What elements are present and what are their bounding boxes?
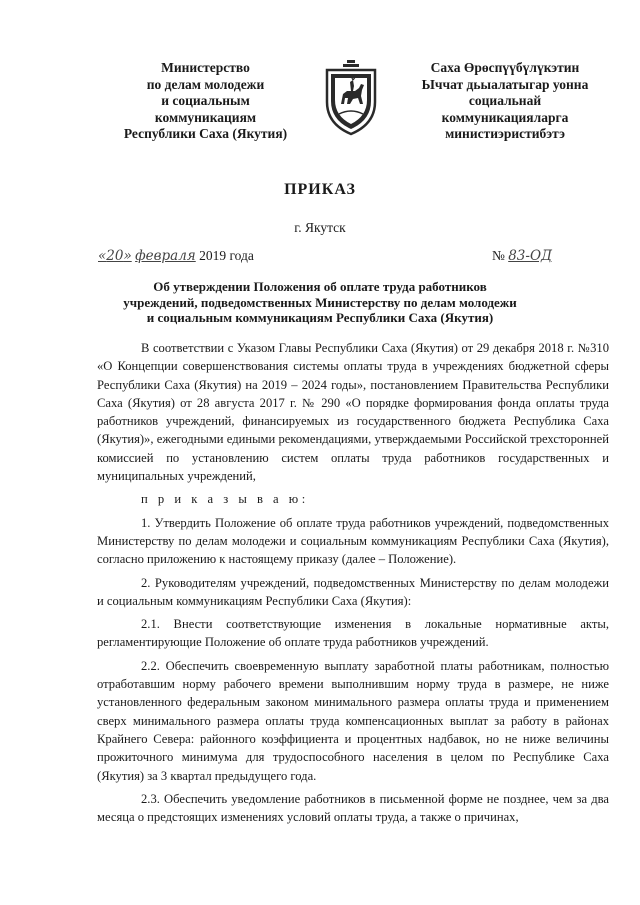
ministry-name-russian: [108, 60, 303, 143]
clause-2-2: 2.2. Обеспечить своевременную выплату заработной платы работникам, полностью отработавшим норму рабочего времени выполнившим норму труда в размере, не ниже установленного федеральным законом минимального размера оплаты труда и применением сверх минимального размера оплаты труда компенсационных выплат за работу в районах Крайнего Севера: районного коэффициента и процентных надбавок, но не ниже величины прожиточного минимума для трудоспособного населения в целом по Республике Саха (Якутия) за 3 квартал предыдущего года.: [97, 658, 609, 783]
ministry-name-line: коммуникациям: [154, 109, 257, 125]
ministry-name-yakut: [400, 60, 610, 143]
date-open-quote: «: [98, 248, 107, 264]
clause-2-3: 2.3. Обеспечить уведомление работников в письменной форме не позднее, чем за два месяца о предстоящих изменениях условий оплаты труда, а также о причинах,: [97, 791, 609, 825]
sakha-coat-of-arms-icon: [317, 58, 385, 138]
date-year: 2019 года: [199, 248, 254, 263]
ministry-name-line: Саха Өрөспүүбүлүкэтин: [430, 60, 580, 75]
preamble-paragraph: В соответствии с Указом Главы Республики Саха (Якутия) от 29 декабря 2018 г. №310 «О Концепции совершенствования системы оплаты труда в учреждениях бюджетной сферы Республики Саха (Якутия) на 2019 – 2024 годы», постановлением Правительства Республики Саха (Якутия) от 28 августа 2017 г. № 290 «О порядке формирования фонда оплаты труда работников учреждений, финансируемых из государственного бюджета Республика Саха (Якутия)», ежегодными едиными рекомендациями, утверждаемыми Российской трехсторонней комиссией по установлению систем оплаты труда работников государственных и муниципальных учреждений,: [97, 341, 609, 484]
ministry-name-line: по делам молодежи: [146, 76, 265, 92]
order-subject: [100, 279, 540, 326]
clause-2-1: 2.1. Внести соответствующие изменения в локальные нормативные акты, регламентирующие Положение об оплате труда работников учреждений.: [97, 617, 609, 650]
ministry-name-line: социальнай: [468, 93, 542, 108]
order-date: [98, 248, 254, 264]
city-label: г. Якутск: [294, 220, 346, 235]
subject-line: Об утверждении Положения об оплате труда работников: [153, 279, 487, 294]
clause-2: 2. Руководителям учреждений, подведомственных Министерству по делам молодежи и социальным коммуникациям Республики Саха (Якутия):: [97, 575, 609, 608]
date-month: февраля: [135, 248, 196, 264]
number-prefix: №: [491, 248, 505, 263]
number-value: 83-ОД: [508, 248, 552, 264]
order-body: [97, 339, 609, 831]
clause-1: 1. Утвердить Положение об оплате труда работников учреждений, подведомственных Министерству по делам молодежи и социальным коммуникациям Республики Саха (Якутия), согласно приложению к настоящему приказу (далее – Положение).: [97, 515, 609, 567]
date-close-quote: »: [123, 248, 132, 264]
subject-line: и социальным коммуникациям Республики Саха (Якутия): [146, 310, 494, 325]
date-day: 20: [106, 248, 124, 264]
ministry-name-line: Республики Саха (Якутия): [123, 126, 288, 141]
subject-line: учреждений, подведомственных Министерству по делам молодежи: [123, 294, 517, 310]
ministry-name-line: министиэристибэтэ: [445, 126, 565, 141]
ministry-name-line: Министерство: [161, 60, 250, 75]
order-number: [492, 248, 552, 264]
document-title: ПРИКАЗ: [284, 181, 356, 198]
order-word: п р и к а з ы в а ю:: [141, 492, 309, 507]
ministry-name-line: и социальным: [161, 93, 250, 108]
ministry-name-line: коммуникацияларга: [441, 109, 569, 125]
ministry-name-line: Ыччат дьыалатыгар уонна: [421, 76, 589, 92]
